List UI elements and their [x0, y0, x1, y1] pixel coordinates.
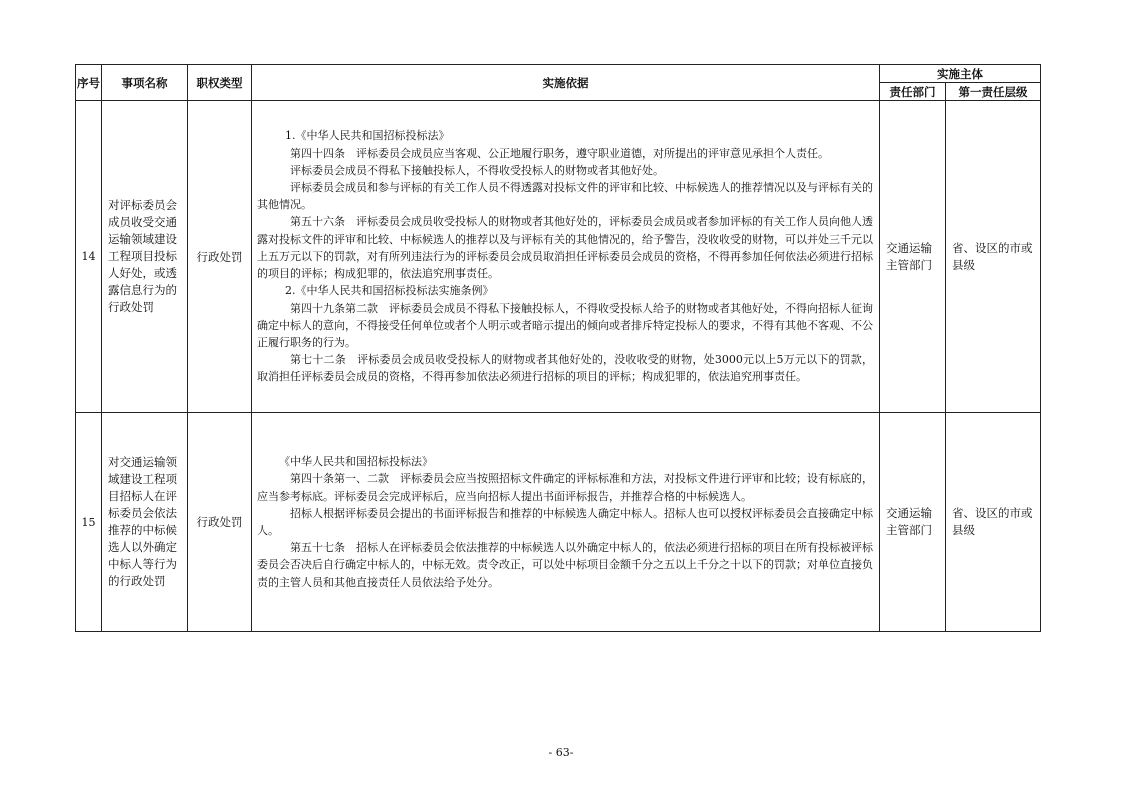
- basis-paragraph: 第四十九条第二款 评标委员会成员不得私下接触投标人，不得收受投标人给予的财物或者其他好处，不得向招标人征询确定中标人的意向，不得接受任何单位或者个人明示或者暗示提出的倾向或者排斥特定投标人的要求，不得有其他不客观、不公正履行职务的行为。: [257, 301, 873, 349]
- row-number: 14: [76, 101, 102, 413]
- basis-paragraph: 评标委员会成员不得私下接触投标人，不得收受投标人的财物或者其他好处。: [290, 163, 664, 177]
- basis-paragraph: 第五十六条 评标委员会成员收受投标人的财物或者其他好处的，评标委员会成员或者参加评标的有关工作人员向他人透露对投标文件的评审和比较、中标候选人的推荐以及与评标有关的其他情况的，给予警告，没收收受的财物，可以并处三千元以上五万元以下的罚款，对有所列违法行为的评标委员会成员取消担任评标委员会成员的资格，不得再参加任何依法必须进行招标的项目的评标；构成犯罪的，依法追究刑事责任。: [257, 215, 873, 281]
- header-item-name: 事项名称: [102, 65, 188, 101]
- responsible-dept: 交通运输主管部门: [880, 413, 946, 632]
- header-dept: 责任部门: [880, 83, 946, 101]
- basis-paragraph: 第七十二条 评标委员会成员收受投标人的财物或者其他好处的，没收收受的财物，处3000元以上5万元以下的罚款，取消担任评标委员会成员的资格，不得再参加依法必须进行招标的项目的评标；构成犯罪的，依法追究刑事责任。: [257, 353, 873, 384]
- basis-paragraph: 第五十七条 招标人在评标委员会依法推荐的中标候选人以外确定中标人的，依法必须进行招标的项目在所有投标被评标委员会否决后自行确定中标人的，中标无效。责令改正，可以处中标项目金额千分之五以上千分之十以下的罚款；对单位直接负责的主管人员和其他直接责任人员依法给予处分。: [257, 541, 873, 589]
- header-basis: 实施依据: [252, 65, 880, 101]
- item-name: 对评标委员会成员收受交通运输领域建设工程项目投标人好处，或透露信息行为的行政处罚: [102, 101, 188, 413]
- basis-paragraph: 第四十条第一、二款 评标委员会应当按照招标文件确定的评标标准和方法，对投标文件进行评审和比较；设有标底的，应当参考标底。评标委员会完成评标后，应当向招标人提出书面评标报告，并推荐合格的中标候选人。: [257, 472, 873, 503]
- power-type: 行政处罚: [188, 101, 252, 413]
- header-no: 序号: [76, 65, 102, 101]
- responsible-dept: 交通运输主管部门: [880, 101, 946, 413]
- basis-text: [252, 101, 880, 413]
- item-name: 对交通运输领域建设工程项目招标人在评标委员会依法推荐的中标候选人以外确定中标人等行为的行政处罚: [102, 413, 188, 632]
- header-subject: 实施主体: [880, 65, 1041, 83]
- responsibility-level: 省、设区的市或县级: [946, 101, 1041, 413]
- basis-law-title: 《中华人民共和国招标投标法》: [279, 455, 433, 469]
- basis-law-title: 1.《中华人民共和国招标投标法》: [285, 129, 450, 143]
- basis-paragraph: 招标人根据评标委员会提出的书面评标报告和推荐的中标候选人确定中标人。招标人也可以授权评标委员会直接确定中标人。: [257, 506, 873, 537]
- table-row: [76, 101, 1041, 413]
- header-power-type: 职权类型: [188, 65, 252, 101]
- enforcement-items-table: [75, 64, 1041, 632]
- power-type: 行政处罚: [188, 413, 252, 632]
- basis-paragraph: 第四十四条 评标委员会成员应当客观、公正地履行职务，遵守职业道德，对所提出的评审意见承担个人责任。: [290, 146, 829, 160]
- header-level: 第一责任层级: [946, 83, 1041, 101]
- basis-law-title: 2.《中华人民共和国招标投标法实施条例》: [285, 284, 494, 298]
- page-number: - 63-: [548, 746, 574, 759]
- basis-paragraph: 评标委员会成员和参与评标的有关工作人员不得透露对投标文件的评审和比较、中标候选人的推荐情况以及与评标有关的其他情况。: [257, 181, 873, 212]
- responsibility-level: 省、设区的市或县级: [946, 413, 1041, 632]
- table-row: [76, 413, 1041, 632]
- basis-text: [252, 413, 880, 632]
- row-number: 15: [76, 413, 102, 632]
